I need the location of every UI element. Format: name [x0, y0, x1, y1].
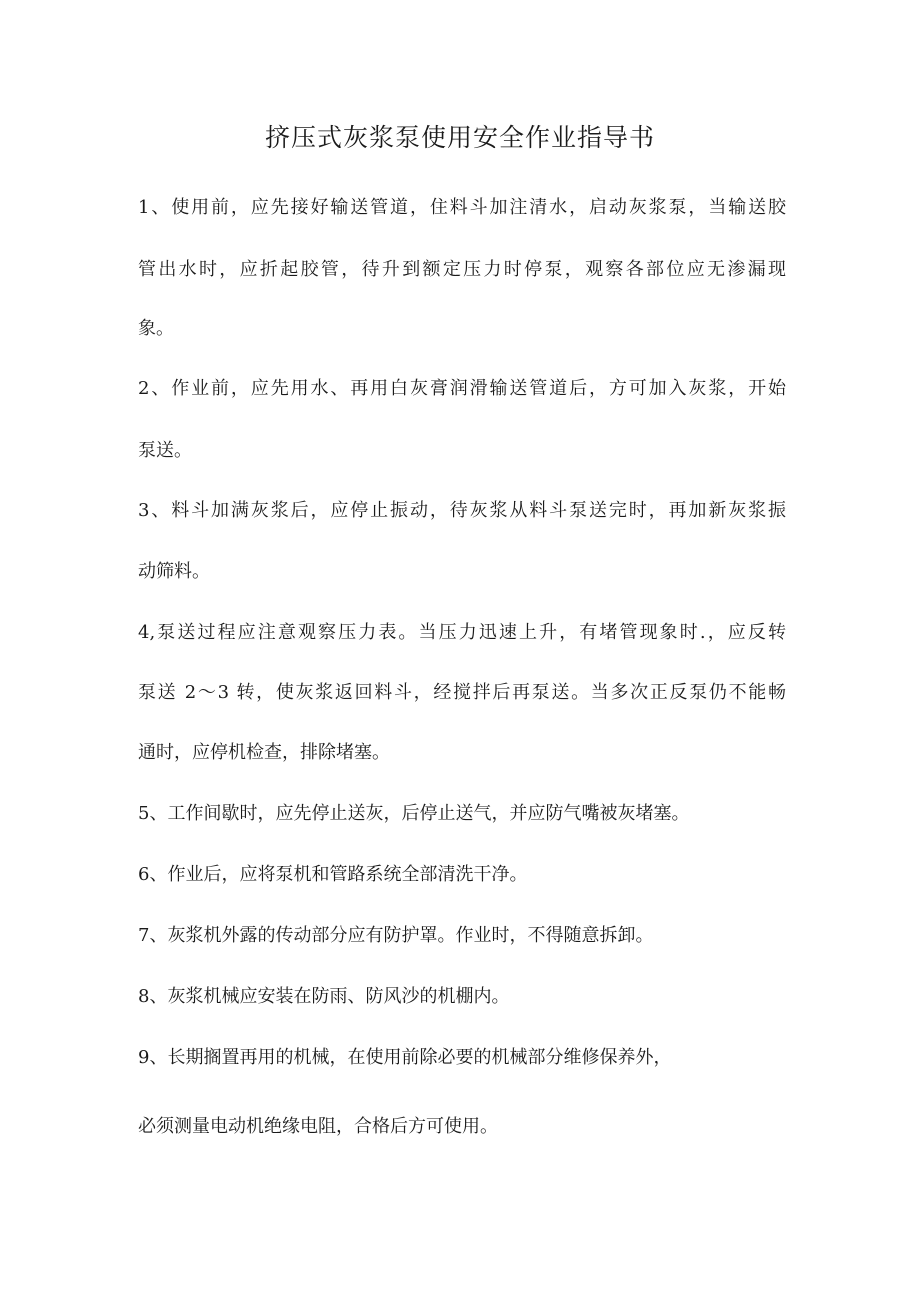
- paragraph-3-line-2: 动筛料。: [138, 561, 210, 582]
- paragraph-2-line-1: 2、作业前，应先用水、再用白灰膏润滑输送管道后，方可加入灰浆，开始: [138, 378, 786, 399]
- document-title: 挤压式灰浆泵使用安全作业指导书: [264, 123, 655, 152]
- paragraph-3-line-1: 3、料斗加满灰浆后，应停止振动，待灰浆从料斗泵送完时，再加新灰浆振: [138, 500, 786, 521]
- paragraph-5: 5、工作间歇时，应先停止送灰，后停止送气，并应防气嘴被灰堵塞。: [138, 803, 690, 824]
- paragraph-2-line-2: 泵送。: [138, 440, 192, 461]
- paragraph-4-line-3: 通时，应停机检查，排除堵塞。: [138, 742, 390, 763]
- paragraph-4-line-1: 4,泵送过程应注意观察压力表。当压力迅速上升，有堵管现象时.，应反转: [138, 622, 786, 643]
- paragraph-9-line-1: 9、长期搁置再用的机械，在使用前除必要的机械部分维修保养外，: [138, 1047, 672, 1068]
- paragraph-6: 6、作业后，应将泵机和管路系统全部清洗干净。: [138, 864, 528, 885]
- paragraph-8: 8、灰浆机械应安装在防雨、防风沙的机棚内。: [138, 986, 510, 1007]
- paragraph-4-line-2: 泵送 2～3 转，使灰浆返回料斗，经搅拌后再泵送。当多次正反泵仍不能畅: [138, 682, 786, 703]
- paragraph-1-line-2: 管出水时，应折起胶管，待升到额定压力时停泵，观察各部位应无渗漏现: [138, 259, 786, 280]
- paragraph-1-line-3: 象。: [138, 318, 174, 339]
- paragraph-7: 7、灰浆机外露的传动部分应有防护罩。作业时，不得随意拆卸。: [138, 925, 654, 946]
- paragraph-9-line-2: 必须测量电动机绝缘电阻，合格后方可使用。: [138, 1116, 498, 1137]
- paragraph-1-line-1: 1、使用前，应先接好输送管道，住料斗加注清水，启动灰浆泵，当输送胶: [138, 197, 786, 218]
